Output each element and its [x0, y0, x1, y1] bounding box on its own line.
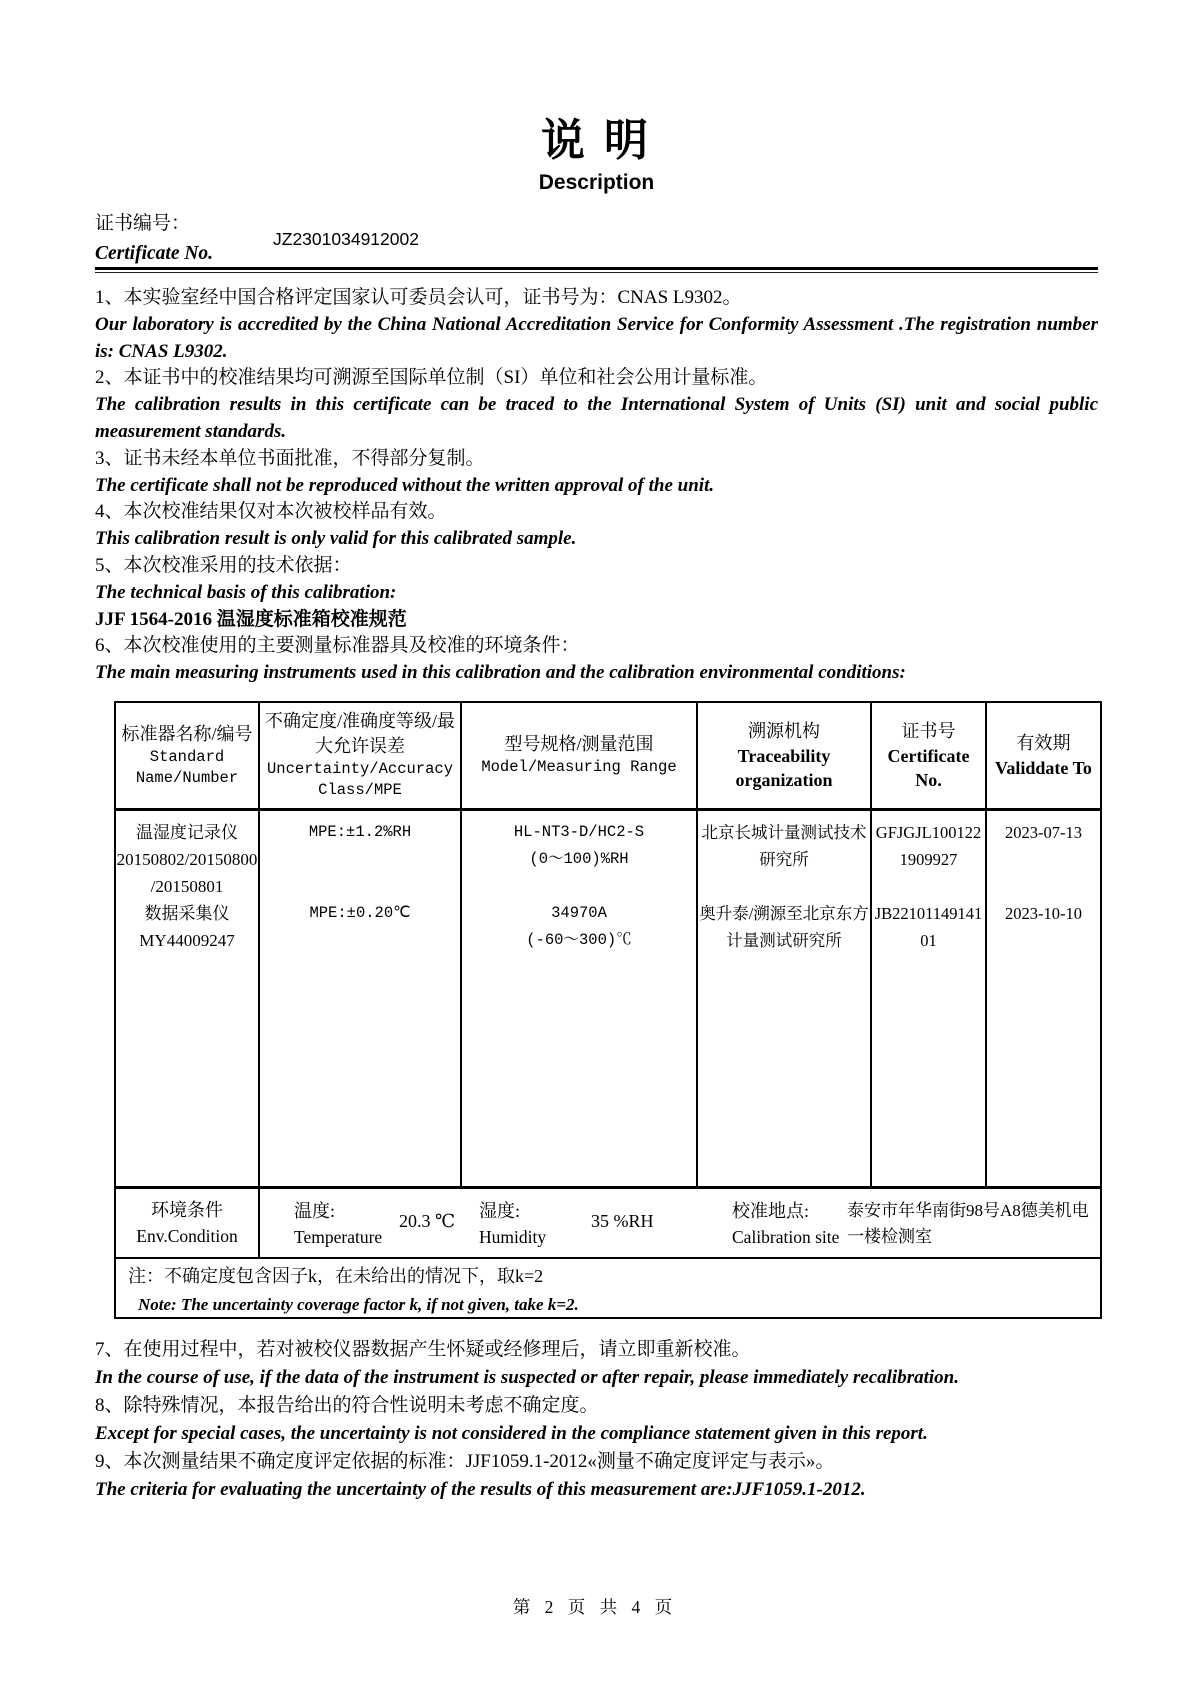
table-cell: HL-NT3-D/HC2-S	[513, 822, 645, 841]
humidity-label-en: Humidity	[479, 1226, 547, 1247]
column-valid-date	[987, 811, 1100, 1186]
table-cell: 奥升泰/溯源至北京东方	[699, 903, 869, 923]
intro-item-6-zh: 6、本次校准使用的主要测量标准器具及校准的环境条件：	[95, 635, 580, 657]
column-uncertainty	[260, 811, 462, 1186]
intro-item-5-zh: 5、本次校准采用的技术依据：	[95, 554, 352, 576]
table-cell: 34970A	[551, 903, 607, 922]
note-en: Note: The uncertainty coverage factor k, if not given, take k=2.	[138, 1294, 579, 1314]
table-note-row	[116, 1259, 1100, 1317]
temperature-value: 20.3 ℃	[399, 1210, 456, 1231]
intro-item-3-en: The certificate shall not be reproduced without the written approval of the unit.	[95, 474, 715, 496]
header-model-range	[462, 703, 698, 808]
page-subtitle: Description	[538, 171, 655, 194]
header-traceability-en: Traceability organization	[735, 745, 833, 790]
header-standard-name-zh: 标准器名称/编号	[121, 723, 253, 744]
table-cell: MPE:±0.20℃	[309, 903, 411, 922]
header-traceability-zh: 溯源机构	[748, 720, 820, 741]
closing-item-7-en: In the course of use, if the data of the instrument is suspected or after repair, please immediately recalibration.	[95, 1366, 959, 1388]
header-traceability	[698, 703, 872, 808]
closing-item-7-zh: 7、在使用过程中，若对被校仪器数据产生怀疑或经修理后，请立即重新校准。	[95, 1338, 751, 1360]
intro-item-2-en: The calibration results in this certificate can be traced to the International System of Units (SI) unit and social public measurement standards.	[95, 394, 1098, 442]
certificate-no-label-zh: 证书编号：	[95, 213, 191, 234]
header-uncertainty-zh: 不确定度/准确度等级/最大允许误差	[264, 711, 455, 757]
intro-paragraphs	[95, 285, 1098, 687]
header-certificate-no-en: Certificate No.	[887, 745, 970, 790]
header-certificate-no-zh: 证书号	[901, 720, 956, 741]
humidity-value: 35 %RH	[591, 1210, 654, 1231]
temperature-label	[294, 1198, 382, 1250]
certificate-number-block	[95, 211, 1098, 267]
table-cell: /20150801	[150, 876, 224, 896]
table-cell: 研究所	[759, 849, 809, 869]
table-cell	[987, 873, 1100, 900]
intro-item-2-zh: 2、本证书中的校准结果均可溯源至国际单位制（SI）单位和社会公用计量标准。	[95, 367, 768, 389]
table-cell	[872, 873, 985, 900]
intro-item-4-en: This calibration result is only valid for this calibrated sample.	[95, 528, 577, 550]
calibration-site-value: 泰安市年华南街98号A8德美机电一楼检测室	[847, 1200, 1089, 1246]
table-cell: 北京长城计量测试技术	[701, 822, 867, 842]
intro-item-6-en: The main measuring instruments used in this calibration and the calibration environmental conditions:	[95, 662, 906, 684]
closing-paragraphs	[95, 1336, 1098, 1504]
intro-item-1-zh: 1、本实验室经中国合格评定国家认可委员会认可，证书号为：CNAS L9302。	[95, 287, 742, 308]
environment-label-zh: 环境条件	[151, 1199, 223, 1220]
header-valid-date-en: Validdate To	[995, 757, 1092, 778]
table-cell: 温湿度记录仪	[136, 822, 238, 842]
calibration-site-label	[732, 1198, 839, 1250]
instruments-table	[114, 701, 1102, 1319]
table-cell: GFJGJL100122	[875, 822, 982, 842]
table-cell: 2023-07-13	[1005, 822, 1082, 842]
page-number-footer: 第 2 页 共 4 页	[512, 1597, 678, 1617]
table-cell: JB22101149141	[874, 903, 983, 923]
column-certificate-no	[872, 811, 987, 1186]
closing-item-9-zh: 9、本次测量结果不确定度评定依据的标准：JJF1059.1-2012«测量不确定度评定与表示»。	[95, 1450, 835, 1472]
certificate-number-value: JZ2301034912002	[273, 229, 419, 249]
header-rule	[95, 267, 1098, 273]
table-cell	[260, 873, 460, 900]
intro-item-4-zh: 4、本次校准结果仅对本次被校样品有效。	[95, 501, 447, 523]
table-cell: 01	[920, 930, 937, 950]
temperature-label-zh: 温度:	[294, 1200, 336, 1221]
table-cell	[462, 873, 696, 900]
calibration-site-label-en: Calibration site	[732, 1226, 840, 1247]
table-cell: 计量测试研究所	[726, 930, 842, 950]
header-valid-date-zh: 有效期	[1016, 732, 1071, 753]
temperature-label-en: Temperature	[294, 1226, 383, 1247]
page-title: 说 明	[541, 116, 652, 165]
column-model-range	[462, 811, 698, 1186]
environment-values	[260, 1189, 1100, 1257]
technical-basis-standard: JJF 1564-2016 温湿度标准箱校准规范	[95, 608, 407, 630]
header-uncertainty	[260, 703, 462, 808]
table-cell	[260, 846, 460, 873]
header-standard-name-en: Standard Name/Number	[135, 747, 239, 787]
intro-item-1-en: Our laboratory is accredited by the China National Accreditation Service for Conformity Assessment .The registration number is: CNAS L9302.	[95, 313, 1098, 362]
table-cell	[698, 873, 870, 900]
header-model-range-zh: 型号规格/测量范围	[504, 734, 654, 755]
column-standard-name	[116, 811, 260, 1186]
table-cell: (-60～300)℃	[526, 930, 632, 949]
table-header-row	[116, 703, 1100, 811]
intro-item-3-zh: 3、证书未经本单位书面批准，不得部分复制。	[95, 447, 485, 469]
header-certificate-no	[872, 703, 987, 808]
header-model-range-en: Model/Measuring Range	[481, 758, 677, 777]
header-standard-name	[116, 703, 260, 808]
closing-item-8-en: Except for special cases, the uncertainty is not considered in the compliance statement given in this report.	[95, 1422, 928, 1444]
table-cell: MY44009247	[139, 930, 235, 950]
environment-row	[116, 1189, 1100, 1259]
table-cell	[987, 846, 1100, 873]
intro-item-5-en: The technical basis of this calibration:	[95, 581, 397, 603]
closing-item-8-zh: 8、除特殊情况，本报告给出的符合性说明未考虑不确定度。	[95, 1394, 599, 1416]
table-body-row	[116, 811, 1100, 1189]
header-uncertainty-en: Uncertainty/Accuracy Class/MPE	[266, 760, 454, 800]
table-cell: (0～100)%RH	[529, 849, 629, 868]
table-cell: 1909927	[899, 849, 958, 869]
certificate-no-label-en: Certificate No.	[95, 243, 214, 264]
environment-label	[116, 1189, 260, 1257]
table-cell: 数据采集仪	[144, 903, 230, 923]
table-cell: 2023-10-10	[1005, 903, 1082, 923]
calibration-site-label-zh: 校准地点:	[732, 1200, 810, 1221]
header-valid-date	[987, 703, 1100, 808]
table-cell	[260, 927, 460, 954]
table-cell: 20150802/20150800	[116, 849, 258, 869]
page-content	[0, 116, 1190, 1504]
table-cell	[987, 927, 1100, 954]
column-traceability	[698, 811, 872, 1186]
humidity-label	[479, 1198, 546, 1250]
humidity-label-zh: 湿度:	[479, 1200, 521, 1221]
environment-label-en: Env.Condition	[136, 1225, 238, 1246]
note-zh: 注：不确定度包含因子k，在未给出的情况下，取k=2	[128, 1265, 544, 1286]
table-cell: MPE:±1.2%RH	[308, 822, 412, 841]
closing-item-9-en: The criteria for evaluating the uncertainty of the results of this measurement are:JJF1059.1-2012.	[95, 1478, 866, 1500]
